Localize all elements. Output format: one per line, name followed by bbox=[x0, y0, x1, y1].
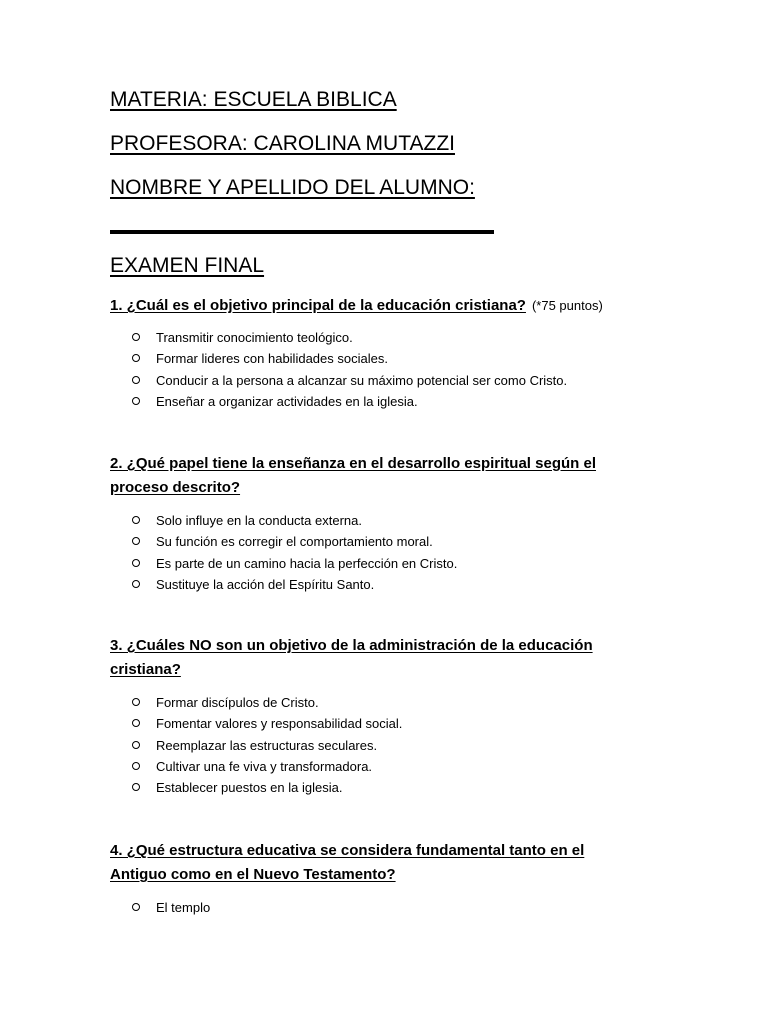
question-4 bbox=[110, 839, 640, 887]
question-4-text: 4. ¿Qué estructura educativa se considera fundamental tanto en el Antiguo como en el Nuevo Testamento? bbox=[110, 842, 585, 883]
option-text: Enseñar a organizar actividades en la iglesia. bbox=[156, 393, 418, 409]
option-bullet-icon bbox=[132, 397, 140, 405]
student-name-blank-line bbox=[110, 230, 494, 234]
option-text: Fomentar valores y responsabilidad social. bbox=[156, 716, 403, 732]
option-bullet-icon bbox=[132, 516, 140, 524]
question-3 bbox=[110, 634, 640, 682]
option-bullet-icon bbox=[132, 354, 140, 362]
question-1-points: (*75 puntos) bbox=[531, 298, 603, 313]
option-text: Reemplazar las estructuras seculares. bbox=[156, 737, 378, 753]
question-3-text: 3. ¿Cuáles NO son un objetivo de la administración de la educación cristiana? bbox=[110, 637, 593, 678]
option-bullet-icon bbox=[132, 698, 140, 706]
option-text: Sustituye la acción del Espíritu Santo. bbox=[156, 576, 375, 592]
option-text: Conducir a la persona a alcanzar su máximo potencial ser como Cristo. bbox=[156, 372, 568, 388]
option-bullet-icon bbox=[132, 580, 140, 588]
option-text: Establecer puestos en la iglesia. bbox=[156, 780, 343, 796]
option-text: Cultivar una fe viva y transformadora. bbox=[156, 758, 373, 774]
option-bullet-icon bbox=[132, 783, 140, 791]
option-bullet-icon bbox=[132, 537, 140, 545]
option-bullet-icon bbox=[132, 333, 140, 341]
teacher-heading: PROFESORA: CAROLINA MUTAZZI bbox=[110, 132, 455, 155]
option-text: Su función es corregir el comportamiento moral. bbox=[156, 534, 433, 550]
option-bullet-icon bbox=[132, 719, 140, 727]
option-bullet-icon bbox=[132, 741, 140, 749]
subject-heading: MATERIA: ESCUELA BIBLICA bbox=[110, 88, 397, 111]
question-2 bbox=[110, 452, 640, 500]
option-bullet-icon bbox=[132, 376, 140, 384]
option-text: Formar discípulos de Cristo. bbox=[156, 695, 319, 710]
question-1-text: 1. ¿Cuál es el objetivo principal de la educación cristiana? bbox=[110, 297, 526, 314]
question-2-text: 2. ¿Qué papel tiene la enseñanza en el desarrollo espiritual según el proceso descrito? bbox=[110, 455, 596, 496]
option-bullet-icon bbox=[132, 762, 140, 770]
student-name-label: NOMBRE Y APELLIDO DEL ALUMNO: bbox=[110, 176, 475, 199]
option-text: Transmitir conocimiento teológico. bbox=[156, 330, 353, 345]
option-text: Solo influye en la conducta externa. bbox=[156, 513, 362, 528]
question-1 bbox=[110, 294, 640, 318]
option-text: Es parte de un camino hacia la perfección en Cristo. bbox=[156, 555, 458, 571]
option-bullet-icon bbox=[132, 903, 140, 911]
option-text: Formar lideres con habilidades sociales. bbox=[156, 351, 388, 367]
option-text: El templo bbox=[156, 900, 211, 915]
exam-title: EXAMEN FINAL bbox=[110, 254, 265, 277]
option-bullet-icon bbox=[132, 559, 140, 567]
